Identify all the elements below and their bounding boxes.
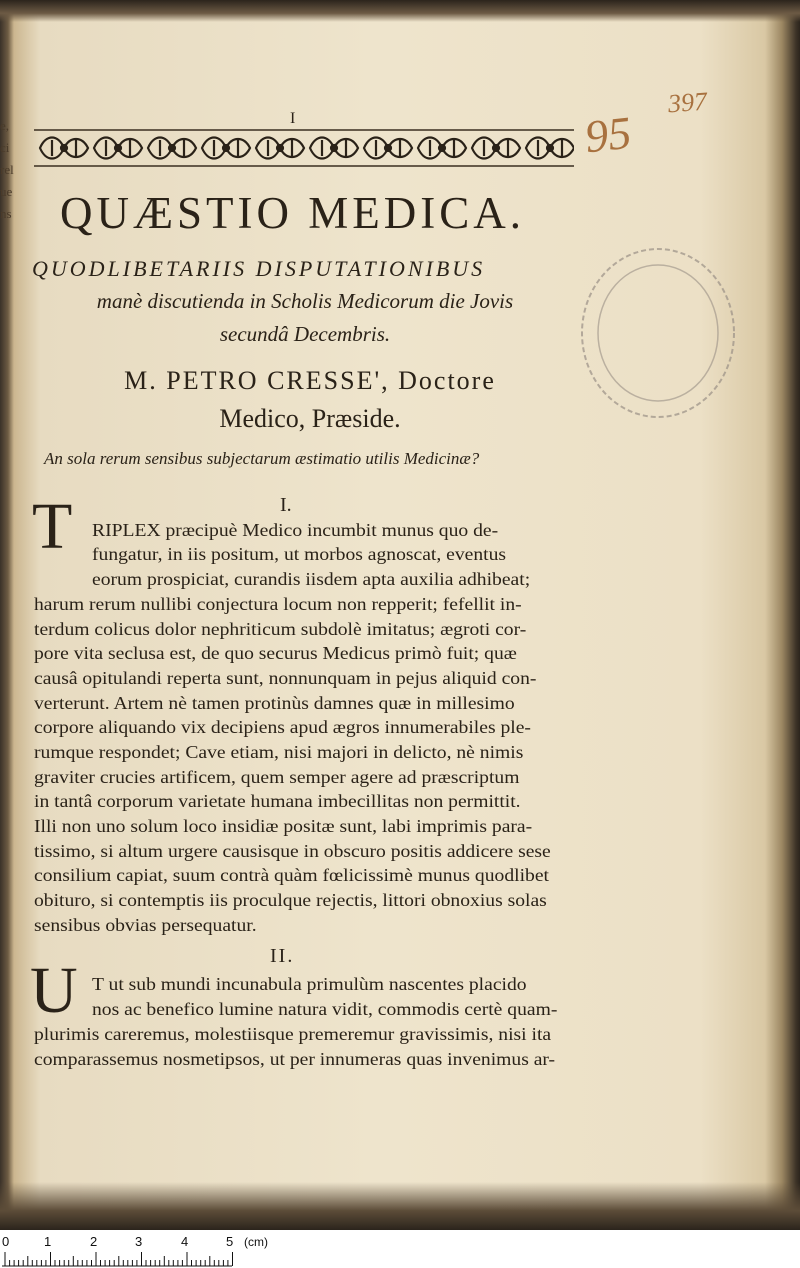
left-page-edge-fragments (0, 115, 22, 225)
text-line: pore vita seclusa est, de quo securus Medicus primò fuit; quæ (34, 643, 517, 663)
text-line: terdum colicus dolor nephriticum subdolè imitatus; ægroti cor- (34, 619, 527, 639)
text-line: rumque respondet; Cave etiam, nisi majori in delicto, nè nimis (34, 742, 524, 762)
drop-cap: U (30, 954, 78, 1027)
text-line: sensibus obvias persequatur. (34, 915, 257, 935)
text-line: graviter crucies artificem, quem semper agere ad præscriptum (34, 767, 520, 787)
text-line: fungatur, in iis positum, ut morbos agnoscat, eventus (92, 544, 507, 564)
handwritten-number: 397 (667, 86, 708, 119)
text-line: verterunt. Artem nè tamen protinùs damnes quæ in millesimo (34, 693, 515, 713)
fragment-text: ue (0, 184, 13, 199)
text-line: causâ opitulandi reperta sunt, nonnunquam in pejus aliquid con- (34, 668, 537, 688)
text-line: T ut sub mundi incunabula primulùm nascentes placido (92, 974, 527, 994)
ruler-label: 4 (181, 1234, 189, 1249)
subtitle-line: secundâ Decembris. (219, 322, 391, 346)
section-heading: I. (280, 494, 292, 516)
ruler-label: 3 (135, 1234, 143, 1249)
ornament-band-icon (34, 122, 574, 172)
page-number: I (290, 110, 296, 127)
subtitle-line: manè discutienda in Scholis Medicorum die Jovis (96, 289, 514, 313)
text-line: nos ac benefico lumine natura vidit, commodis certè quam- (92, 999, 558, 1019)
drop-cap: T (32, 490, 73, 563)
fragment-text: ci (0, 140, 10, 155)
handwritten-number: 95 (582, 106, 634, 163)
text-line: comparassemus nosmetipsos, ut per innumeras quas invenimus ar- (34, 1049, 556, 1069)
ruler-label: 1 (44, 1234, 52, 1249)
text-line: consilium capiat, suum contrà quàm fœlicissimè munus quodlibet (34, 865, 549, 885)
text-line: obituro, si contemptis iis proculque rejectis, littori obnoxius solas (34, 890, 547, 910)
fragment-text: e, (0, 118, 10, 133)
ruler-label: 5 (226, 1234, 234, 1249)
ruler-label: 0 (2, 1234, 10, 1249)
text-line: corpore aliquando vix decipiens apud ægros innumerabiles ple- (34, 717, 531, 737)
document-title: QUÆSTIO MEDICA. (60, 188, 525, 238)
subtitle-line: QUODLIBETARIIS DISPUTATIONIBUS (32, 256, 486, 281)
fragment-text: ns (0, 206, 12, 221)
subtitle (30, 252, 580, 351)
thesis-question: An sola rerum sensibus subjectarum æstimatio utilis Medicinæ? (44, 449, 480, 468)
praeses-line: M. PETRO CRESSE', Doctore (124, 366, 496, 395)
ruler-label: 2 (90, 1234, 98, 1249)
text-line: plurimis careremus, molestiisque premeremur gravissimis, nisi ita (34, 1024, 552, 1044)
text-line: tissimo, si altum urgere causisque in obscuro positis addicere sese (34, 841, 551, 861)
text-line: in tantâ corporum varietate humana imbecillitas non permittit. (34, 791, 521, 811)
ruler-unit: (cm) (244, 1235, 268, 1249)
text-line: harum rerum nullibi conjectura locum non repperit; fefellit in- (34, 594, 522, 614)
text-line: RIPLEX præcipuè Medico incumbit munus quo de- (92, 520, 499, 540)
praeses-line: Medico, Præside. (219, 404, 401, 433)
fragment-text: rel (0, 162, 14, 177)
library-stamp-icon (578, 245, 738, 420)
text-line: Illi non uno solum loco insidiæ positæ sunt, labi imprimis para- (34, 816, 533, 836)
text-line: eorum prospiciat, curandis iisdem apta auxilia adhibeat; (92, 569, 531, 589)
scale-ruler (0, 1230, 800, 1268)
section-heading: II. (270, 945, 295, 967)
praeses-block (50, 362, 570, 438)
